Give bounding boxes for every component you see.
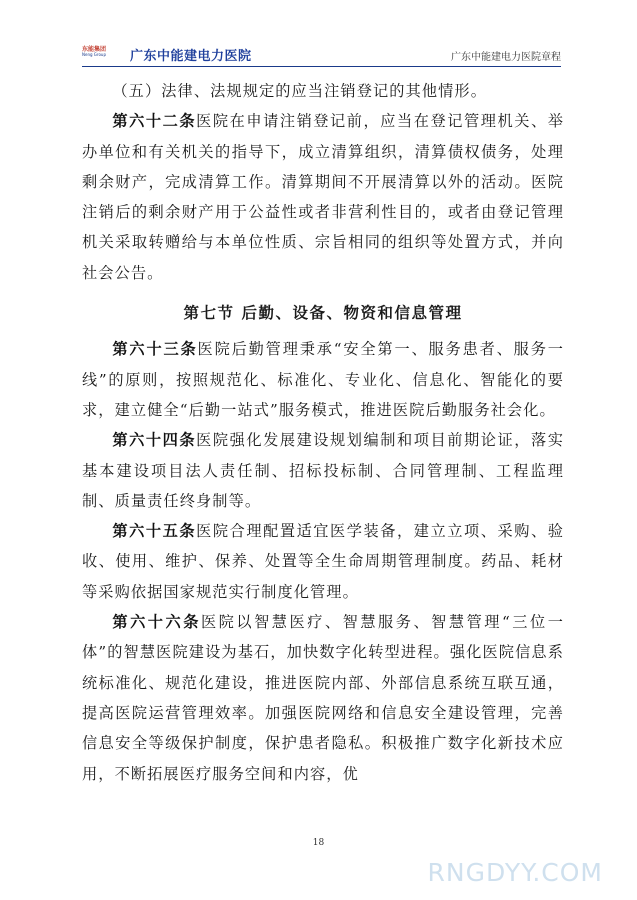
article-text: 医院后勤管理秉承“安全第一、服务患者、服务一线”的原则，按照规范化、标准化、专业化、信息化、智能化的要求，建立健全“后勤一站式”服务模式，推进医院后勤服务社会化。 xyxy=(82,340,565,419)
article-heading: 第六十六条 xyxy=(112,613,201,632)
article-heading: 第六十五条 xyxy=(112,522,197,541)
list-item-5: （五）法律、法规规定的应当注销登记的其他情形。 xyxy=(112,82,488,100)
article-65 xyxy=(82,516,564,607)
page-number: 18 xyxy=(312,838,325,848)
article-63 xyxy=(82,334,564,425)
article-text: 医院以智慧医疗、智慧服务、智慧管理“三位一体”的智慧医院建设为基石，加快数字化转型进程。强化医院信息系统标准化、规范化建设，推进医院内部、外部信息系统互联互通，提高医院运营管理效率。加强医院网络和信息安全建设管理，完善信息安全等级保护制度，保护患者隐私。积极推广数字化新技术应用，不断拓展医疗服务空间和内容，优 xyxy=(82,613,564,783)
document-name: 广东中能建电力医院章程 xyxy=(451,52,561,63)
logo-text-bottom: Neng Group xyxy=(82,52,106,57)
page-header xyxy=(82,40,561,67)
site-watermark: RNGDYY.COM xyxy=(427,858,603,887)
article-text: 医院合理配置适宜医学装备，建立立项、采购、验收、使用、维护、保养、处置等全生命周期管理制度。药品、耗材等采购依据国家规范实行制度化管理。 xyxy=(82,522,565,601)
article-text: 医院在申请注销登记前，应当在登记管理机关、举办单位和有关机关的指导下，成立清算组织，清算债权债务，处理剩余财产，完成清算工作。清算期间不开展清算以外的活动。医院注销后的剩余财产用于公益性或者非营利性目的，或者由登记管理机关采取转赠给与本单位性质、宗旨相同的组织等处置方式，并向社会公告。 xyxy=(82,112,565,282)
page-content xyxy=(82,76,564,789)
section-title: 第七节 后勤、设备、物资和信息管理 xyxy=(183,303,463,323)
article-62 xyxy=(82,106,564,288)
article-heading: 第六十三条 xyxy=(112,340,198,359)
logo-text-top: 东能集团 xyxy=(82,46,107,53)
hospital-logo xyxy=(82,44,124,60)
article-66 xyxy=(82,607,564,789)
hospital-name: 广东中能建电力医院 xyxy=(130,49,252,64)
article-64 xyxy=(82,425,564,516)
article-heading: 第六十四条 xyxy=(112,431,197,450)
article-heading: 第六十二条 xyxy=(112,112,197,131)
article-text: 医院强化发展建设规划编制和项目前期论证，落实基本建设项目法人责任制、招标投标制、合同管理制、工程监理制、质量责任终身制等。 xyxy=(82,431,565,510)
